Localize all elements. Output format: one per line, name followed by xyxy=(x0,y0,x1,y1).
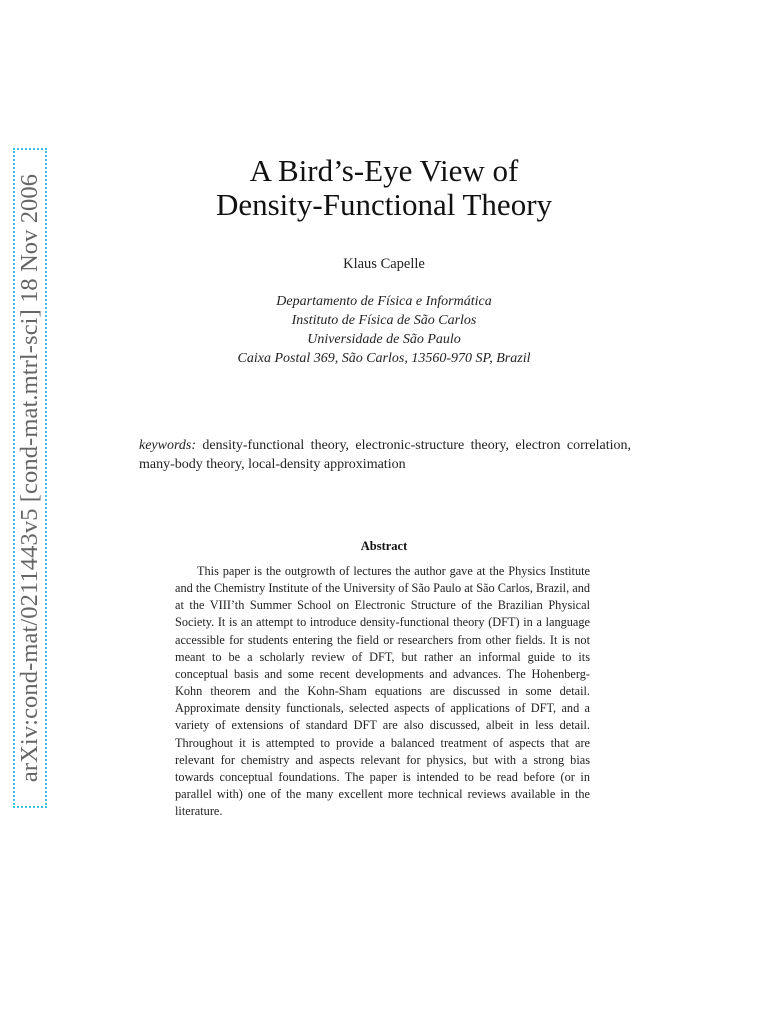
paper-title-line-2: Density-Functional Theory xyxy=(215,187,553,222)
affiliation-line: Universidade de São Paulo xyxy=(307,332,461,347)
keywords-text: density-functional theory, electronic-structure theory, electron correlation, many-body theory, local-density approximation xyxy=(139,438,631,472)
paper-title-line-1: A Bird’s-Eye View of xyxy=(249,153,519,188)
paper-title xyxy=(120,154,648,222)
author-affiliation xyxy=(120,292,648,368)
keywords-label: keywords: xyxy=(139,438,203,453)
abstract-heading: Abstract xyxy=(360,539,408,553)
keywords-section xyxy=(139,436,631,474)
arxiv-identifier-text: arXiv:cond-mat/0211443v5 [cond-mat.mtrl-sci] 18 Nov 2006 xyxy=(16,173,43,783)
affiliation-line: Departamento de Física e Informática xyxy=(276,294,492,309)
abstract-body: This paper is the outgrowth of lectures the author gave at the Physics Institute and the Chemistry Institute of the University of São Paulo at São Carlos, Brazil, and at the VIII’th Summer School on Electronic Structure of the Brazilian Physical Society. It is an attempt to introduce density-functional theory (DFT) in a language accessible for students entering the field or researchers from other fields. It is not meant to be a scholarly review of DFT, but rather an informal guide to its conceptual basis and some recent developments and advances. The Hohenberg-Kohn theorem and the Kohn-Sham equations are discussed in some detail. Approximate density functionals, selected aspects of applications of DFT, and a variety of extensions of standard DFT are also discussed, albeit in less detail. Throughout it is attempted to provide a balanced treatment of aspects that are relevant for chemistry and aspects relevant for physics, but with a strong bias towards conceptual foundations. The paper is intended to be read before (or in parallel with) one of the many excellent more technical reviews available in the literature. xyxy=(175,564,590,819)
affiliation-line: Caixa Postal 369, São Carlos, 13560-970 SP, Brazil xyxy=(237,351,531,366)
arxiv-identifier-stamp[interactable] xyxy=(13,148,47,808)
affiliation-line: Instituto de Física de São Carlos xyxy=(291,313,477,328)
author-name: Klaus Capelle xyxy=(343,256,425,272)
